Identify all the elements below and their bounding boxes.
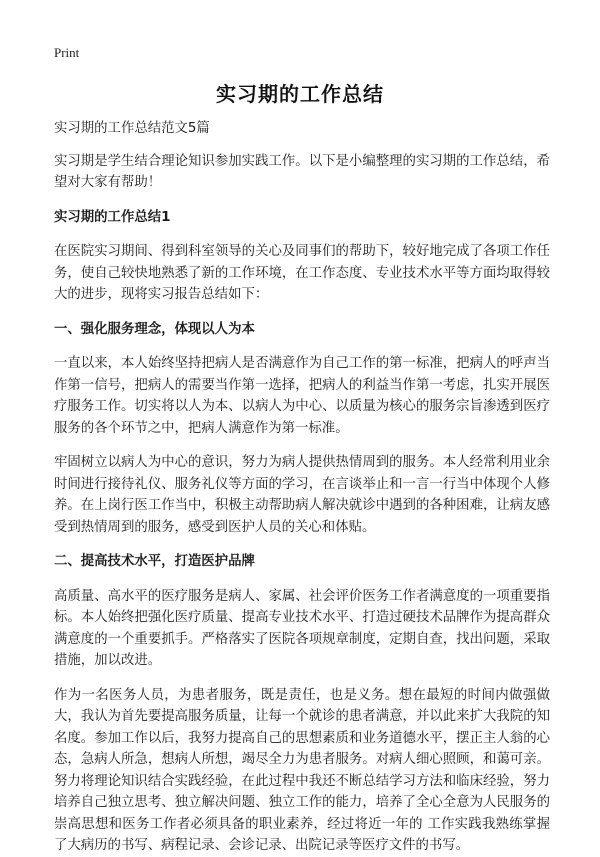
- print-link[interactable]: Print: [54, 45, 80, 60]
- opening-paragraph: 在医院实习期间、得到科室领导的关心及同事们的帮助下，较好地完成了各项工作任务，使自己较快地熟悉了新的工作环境，在工作态度、专业技术水平等方面均取得较大的进步，现将实习报告总结如下：: [54, 244, 550, 302]
- document-subtitle: 实习期的工作总结范文5篇: [54, 121, 210, 136]
- part1-paragraph-1: 一直以来，本人始终坚持把病人是否满意作为自己工作的第一标准，把病人的呼声当作第一信号，把病人的需要当作第一选择，把病人的利益当作第一考虑，扎实开展医疗服务工作。切实将以人为本、以病人为中心、以质量为核心的服务宗旨渗透到医疗服务的各个环节之中，把病人满意作为第一标准。: [54, 356, 550, 436]
- part1-paragraph-2: 牢固树立以病人为中心的意识，努力为病人提供热情周到的服务。本人经常利用业余时间进行接待礼仪、服务礼仪等方面的学习，在言谈举止和一言一行当中体现个人修养。在上岗行医工作当中，积极主动帮助病人解决就诊中遇到的各种困难，让病友感受到热情周到的服务，感受到医护人员的关心和体贴。: [54, 455, 550, 535]
- part2-paragraph-2: 作为一名医务人员，为患者服务，既是责任，也是义务。想在最短的时间内做强做大，我认为首先要提高服务质量，让每一个就诊的患者满意，并以此来扩大我院的知名度。参加工作以后，我努力提高自己的思想素质和业务道德水平，摆正主人翁的心态，急病人所急，想病人所想，竭尽全力为患者服务。对病人细心照顾，和蔼可亲。努力将理论知识结合实践经验，在此过程中我还不断总结学习方法和临床经验，努力培养自己独立思考、独立解决问题、独立工作的能力，培养了全心全意为人民服务的崇高思想和医务工作者必须具备的职业素养，经过将近一年的 工作实践我熟练掌握了大病历的书写、病程记录、会诊记录、出院记录等医疗文件的书写。: [54, 687, 550, 853]
- document-body: [54, 118, 550, 857]
- part1-heading: 一、强化服务理念，体现以人为本: [54, 321, 255, 337]
- part2-heading: 二、提高技术水平，打造医护品牌: [54, 554, 255, 569]
- part2-paragraph-1: 高质量、高水平的医疗服务是病人、家属、社会评价医务工作者满意度的一项重要指标。本人始终把强化医疗质量、提高专业技术水平、打造过硬技术品牌作为提高群众满意度的一个重要抓手。严格落实了医院各项规章制度，定期自查，找出问题，采取措施，加以改进。: [54, 588, 550, 668]
- intro-paragraph: 实习期是学生结合理论知识参加实践工作。以下是小编整理的实习期的工作总结，希望对大家有帮助！: [54, 153, 550, 190]
- page-title: 实习期的工作总结: [216, 82, 384, 106]
- section-heading: 实习期的工作总结1: [54, 209, 171, 225]
